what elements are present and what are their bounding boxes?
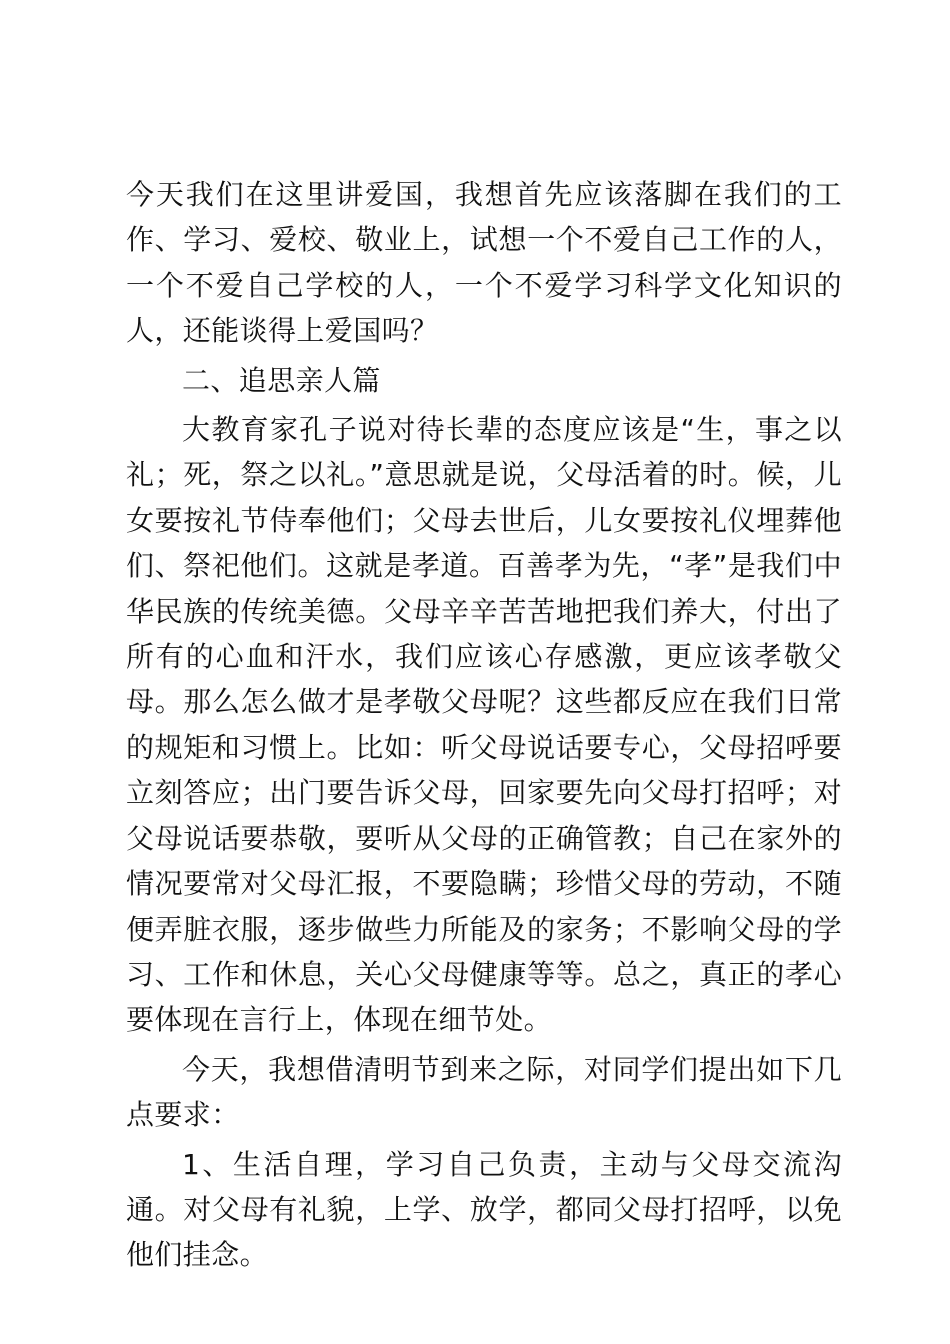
paragraph-patriotism: 今天我们在这里讲爱国，我想首先应该落脚在我们的工作、学习、爱校、敬业上，试想一个不爱自己工作的人，一个不爱自己学校的人，一个不爱学习科学文化知识的人，还能谈得上爱国吗？: [126, 178, 842, 348]
paragraph-requirement-1: 1、生活自理，学习自己负责，主动与父母交流沟通。对父母有礼貌，上学、放学，都同父母打招呼，以免他们挂念。: [126, 1147, 842, 1272]
paragraph-requirements-intro: 今天，我想借清明节到来之际，对同学们提出如下几点要求：: [126, 1052, 842, 1132]
section-heading: 二、追思亲人篇: [182, 363, 381, 397]
paragraph-filial-piety: 大教育家孔子说对待长辈的态度应该是“生，事之以礼；死，祭之以礼。”意思就是说，父母活着的时。候，儿女要按礼节侍奉他们；父母去世后，儿女要按礼仪埋葬他们、祭祀他们。这就是孝道。百善孝为先，“孝”是我们中华民族的传统美德。父母辛辛苦苦地把我们养大，付出了所有的心血和汗水，我们应该心存感激，更应该孝敬父母。那么怎么做才是孝敬父母呢？这些都反应在我们日常的规矩和习惯上。比如：听父母说话要专心，父母招呼要立刻答应；出门要告诉父母，回家要先向父母打招呼；对父母说话要恭敬，要听从父母的正确管教；自己在家外的情况要常对父母汇报，不要隐瞒；珍惜父母的劳动，不随便弄脏衣服，逐步做些力所能及的家务；不影响父母的学习、工作和休息，关心父母健康等等。总之，真正的孝心要体现在言行上，体现在细节处。: [126, 413, 842, 1037]
document-body: [126, 172, 842, 1282]
